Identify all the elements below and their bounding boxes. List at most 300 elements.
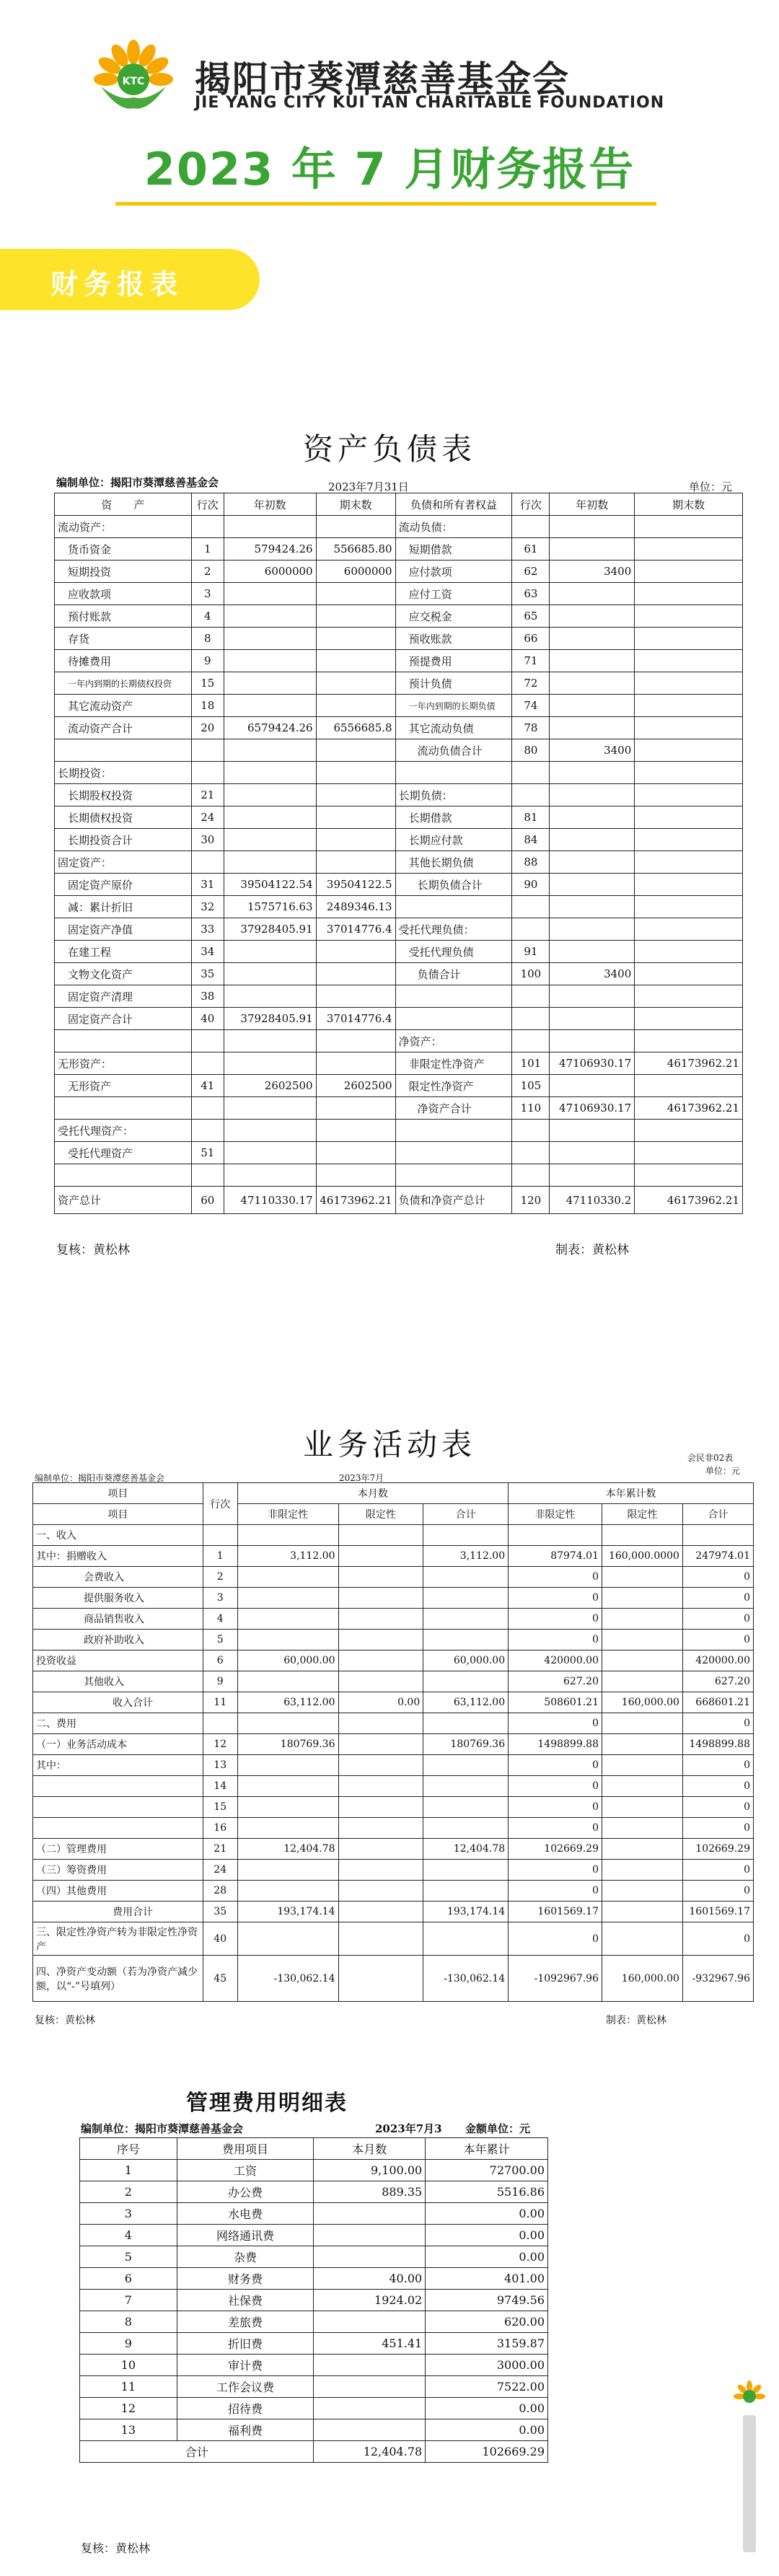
table-cell bbox=[395, 1008, 512, 1030]
table-cell bbox=[224, 963, 316, 985]
table-cell bbox=[550, 896, 635, 918]
table-cell bbox=[635, 1030, 743, 1052]
table-cell bbox=[512, 1164, 550, 1187]
table-row bbox=[55, 762, 743, 784]
table-cell bbox=[550, 806, 635, 829]
table-cell bbox=[55, 739, 192, 762]
table-cell bbox=[191, 762, 224, 784]
table-cell: 网络通讯费 bbox=[177, 2225, 314, 2246]
table-cell bbox=[224, 650, 316, 672]
activity-h-unres-y: 非限定性 bbox=[509, 1504, 602, 1525]
table-row bbox=[55, 1008, 743, 1030]
table-cell: 7 bbox=[80, 2290, 177, 2311]
table-cell: 长期投资： bbox=[55, 762, 192, 784]
table-row bbox=[33, 1956, 754, 2002]
table-cell: 160,000.00 bbox=[602, 1956, 683, 2002]
table-cell: 9 bbox=[191, 650, 224, 672]
table-row bbox=[80, 2419, 548, 2441]
table-cell: 8 bbox=[80, 2311, 177, 2333]
table-cell: 63 bbox=[512, 583, 550, 605]
table-cell: 预收账款 bbox=[395, 628, 512, 650]
table-cell bbox=[237, 1713, 338, 1734]
table-cell: 社保费 bbox=[177, 2290, 314, 2311]
table-cell: 2 bbox=[203, 1567, 237, 1588]
table-cell bbox=[314, 2225, 426, 2246]
table-cell bbox=[550, 1030, 635, 1052]
table-cell bbox=[224, 1030, 316, 1052]
table-cell bbox=[423, 1881, 509, 1902]
table-cell: 1 bbox=[203, 1546, 237, 1567]
table-cell: 84 bbox=[512, 829, 550, 851]
table-cell bbox=[512, 516, 550, 538]
table-cell: 0 bbox=[682, 1609, 753, 1630]
table-cell bbox=[635, 695, 743, 717]
table-cell bbox=[316, 829, 395, 851]
table-row bbox=[80, 2160, 548, 2181]
table-cell bbox=[314, 2419, 426, 2441]
table-cell bbox=[423, 1567, 509, 1588]
table-cell: 0 bbox=[682, 1776, 753, 1797]
table-cell bbox=[602, 1797, 683, 1818]
table-cell bbox=[237, 1609, 338, 1630]
table-cell: 24 bbox=[203, 1860, 237, 1881]
mgmt-reviewer: 复核：黄松林 bbox=[81, 2541, 151, 2555]
table-cell bbox=[338, 1776, 423, 1797]
table-cell: 应收款项 bbox=[55, 583, 192, 605]
table-row bbox=[33, 1609, 754, 1630]
table-cell: 63,112.00 bbox=[237, 1692, 338, 1713]
table-cell bbox=[550, 941, 635, 963]
table-cell: 0 bbox=[509, 1881, 602, 1902]
activity-title: 业务活动表 bbox=[302, 1427, 476, 1462]
table-cell: 一年内到期的长期负债 bbox=[395, 695, 512, 717]
table-cell: -130,062.14 bbox=[423, 1956, 509, 2002]
table-cell bbox=[423, 1922, 509, 1956]
table-cell: 0.00 bbox=[338, 1692, 423, 1713]
mgmt-header: 本年累计 bbox=[426, 2138, 548, 2160]
table-row bbox=[55, 1142, 743, 1164]
table-cell bbox=[237, 1525, 338, 1546]
table-row bbox=[80, 2333, 548, 2355]
table-cell: 非限定性净资产 bbox=[395, 1052, 512, 1075]
table-cell: 39504122.54 bbox=[224, 874, 316, 896]
table-cell: 短期借款 bbox=[395, 538, 512, 561]
table-cell: 33 bbox=[191, 918, 224, 941]
table-cell: 180769.36 bbox=[423, 1734, 509, 1755]
table-row bbox=[33, 1546, 754, 1567]
table-cell: 应付工资 bbox=[395, 583, 512, 605]
table-cell bbox=[550, 1008, 635, 1030]
table-row bbox=[33, 1650, 754, 1671]
activity-unit: 单位：元 bbox=[705, 1466, 741, 1476]
table-cell: 889.35 bbox=[314, 2181, 426, 2203]
table-cell bbox=[635, 1142, 743, 1164]
table-cell: 其中：捐赠收入 bbox=[33, 1546, 203, 1567]
table-row bbox=[33, 1525, 754, 1546]
table-cell: 1601569.17 bbox=[509, 1902, 602, 1922]
table-cell: 一、收入 bbox=[33, 1525, 203, 1546]
table-cell: 51 bbox=[191, 1142, 224, 1164]
table-cell bbox=[602, 1567, 683, 1588]
table-cell bbox=[338, 1839, 423, 1860]
table-cell: 668601.21 bbox=[682, 1692, 753, 1713]
table-cell: 0 bbox=[509, 1567, 602, 1588]
balance-sheet-header: 行次 bbox=[512, 493, 550, 516]
table-cell: 47106930.17 bbox=[550, 1052, 635, 1075]
table-cell: 102669.29 bbox=[509, 1839, 602, 1860]
activity-h-unres: 非限定性 bbox=[237, 1504, 338, 1525]
table-row bbox=[55, 874, 743, 896]
table-cell bbox=[550, 1075, 635, 1097]
table-cell bbox=[512, 1008, 550, 1030]
table-cell bbox=[509, 1525, 602, 1546]
table-cell: 180769.36 bbox=[237, 1734, 338, 1755]
table-cell: 6 bbox=[80, 2268, 177, 2290]
table-cell: 18 bbox=[191, 695, 224, 717]
table-cell bbox=[316, 1052, 395, 1075]
table-cell bbox=[550, 717, 635, 739]
table-cell: 120 bbox=[512, 1187, 550, 1214]
table-cell bbox=[314, 2398, 426, 2419]
table-cell: 负债合计 bbox=[395, 963, 512, 985]
table-cell: 556685.80 bbox=[316, 538, 395, 561]
table-cell: 受托代理资产： bbox=[55, 1120, 192, 1142]
table-cell bbox=[338, 1609, 423, 1630]
table-cell bbox=[316, 985, 395, 1008]
table-cell: 1924.02 bbox=[314, 2290, 426, 2311]
table-cell: 流动资产： bbox=[55, 516, 192, 538]
table-cell: 3,112.00 bbox=[423, 1546, 509, 1567]
table-cell bbox=[423, 1818, 509, 1839]
table-cell bbox=[191, 1120, 224, 1142]
table-cell: 12,404.78 bbox=[237, 1839, 338, 1860]
table-cell bbox=[237, 1567, 338, 1588]
table-row bbox=[33, 1630, 754, 1650]
table-cell bbox=[635, 672, 743, 695]
table-row bbox=[55, 784, 743, 806]
activity-form-code: 会民非02表 bbox=[687, 1453, 734, 1463]
table-row bbox=[55, 1187, 743, 1214]
balance-sheet-header: 期末数 bbox=[635, 493, 743, 516]
table-cell bbox=[316, 1142, 395, 1164]
table-row bbox=[55, 985, 743, 1008]
table-row bbox=[55, 538, 743, 561]
table-cell bbox=[602, 1671, 683, 1692]
table-cell: 受托代理负债： bbox=[395, 918, 512, 941]
table-cell: 88 bbox=[512, 851, 550, 874]
table-cell bbox=[338, 1734, 423, 1755]
table-cell: 12 bbox=[80, 2398, 177, 2419]
table-cell: 6 bbox=[203, 1650, 237, 1671]
table-cell bbox=[316, 762, 395, 784]
table-cell: 72700.00 bbox=[426, 2160, 548, 2181]
table-cell bbox=[224, 1097, 316, 1120]
mgmt-title: 管理费用明细表 bbox=[186, 2091, 348, 2116]
table-cell bbox=[512, 918, 550, 941]
table-row bbox=[55, 1052, 743, 1075]
table-cell: 62 bbox=[512, 561, 550, 583]
table-cell bbox=[512, 985, 550, 1008]
table-cell: 8 bbox=[191, 628, 224, 650]
table-cell: 流动资产合计 bbox=[55, 717, 192, 739]
table-cell: 其它流动负债 bbox=[395, 717, 512, 739]
table-cell: 0 bbox=[509, 1776, 602, 1797]
table-cell bbox=[55, 1097, 192, 1120]
table-cell bbox=[237, 1630, 338, 1650]
table-cell bbox=[316, 1030, 395, 1052]
table-cell: 110 bbox=[512, 1097, 550, 1120]
table-cell: 11 bbox=[80, 2376, 177, 2398]
table-cell: 3 bbox=[191, 583, 224, 605]
table-cell bbox=[316, 941, 395, 963]
table-cell: 0 bbox=[682, 1713, 753, 1734]
table-cell bbox=[224, 985, 316, 1008]
table-cell: 存货 bbox=[55, 628, 192, 650]
table-cell: 420000.00 bbox=[682, 1650, 753, 1671]
table-cell: 28 bbox=[203, 1881, 237, 1902]
table-cell bbox=[550, 538, 635, 561]
table-cell: 101 bbox=[512, 1052, 550, 1075]
table-cell bbox=[550, 1164, 635, 1187]
table-cell bbox=[316, 1120, 395, 1142]
table-cell: 11 bbox=[203, 1692, 237, 1713]
table-cell: 47110330.2 bbox=[550, 1187, 635, 1214]
table-cell bbox=[338, 1902, 423, 1922]
table-cell bbox=[314, 2355, 426, 2376]
table-cell bbox=[602, 1713, 683, 1734]
table-cell bbox=[191, 739, 224, 762]
table-cell: 74 bbox=[512, 695, 550, 717]
table-cell bbox=[423, 1860, 509, 1881]
mgmt-total-year: 102669.29 bbox=[426, 2441, 548, 2463]
table-cell: 71 bbox=[512, 650, 550, 672]
table-cell: 579424.26 bbox=[224, 538, 316, 561]
table-cell: 固定资产净值 bbox=[55, 918, 192, 941]
table-cell bbox=[635, 538, 743, 561]
table-cell bbox=[33, 1776, 203, 1797]
table-cell bbox=[423, 1609, 509, 1630]
table-cell: 37014776.4 bbox=[316, 918, 395, 941]
table-cell bbox=[224, 784, 316, 806]
table-cell bbox=[512, 896, 550, 918]
table-cell: 文物文化资产 bbox=[55, 963, 192, 985]
table-cell: 0 bbox=[509, 1588, 602, 1609]
table-cell bbox=[423, 1797, 509, 1818]
table-cell: 60,000.00 bbox=[237, 1650, 338, 1671]
table-row bbox=[80, 2376, 548, 2398]
table-cell bbox=[423, 1671, 509, 1692]
table-cell: 0.00 bbox=[426, 2398, 548, 2419]
table-row bbox=[33, 1776, 754, 1797]
table-cell: 四、净资产变动额（若为净资产减少额，以“-”号填列） bbox=[33, 1956, 203, 2002]
table-cell: 净资产合计 bbox=[395, 1097, 512, 1120]
table-row bbox=[55, 628, 743, 650]
mgmt-date: 2023年7月3 bbox=[375, 2122, 442, 2135]
table-cell: 4 bbox=[191, 605, 224, 628]
report-header bbox=[0, 0, 779, 224]
table-cell: 无形资产 bbox=[55, 1075, 192, 1097]
table-cell: 10 bbox=[80, 2355, 177, 2376]
table-cell bbox=[635, 516, 743, 538]
table-cell: 35 bbox=[191, 963, 224, 985]
table-cell: 费用合计 bbox=[33, 1902, 203, 1922]
table-cell: 508601.21 bbox=[509, 1692, 602, 1713]
table-cell bbox=[550, 695, 635, 717]
table-cell: 0 bbox=[509, 1922, 602, 1956]
table-cell bbox=[395, 762, 512, 784]
table-cell: 固定资产清理 bbox=[55, 985, 192, 1008]
table-cell: 减：累计折旧 bbox=[55, 896, 192, 918]
balance-sheet-preparer: 制表：黄松林 bbox=[555, 1243, 629, 1257]
balance-sheet-title: 资产负债表 bbox=[302, 431, 476, 467]
table-cell: 0 bbox=[509, 1630, 602, 1650]
section-tab-label: 财务报表 bbox=[50, 268, 184, 300]
table-cell: 3400 bbox=[550, 963, 635, 985]
table-cell: 3 bbox=[203, 1588, 237, 1609]
table-cell: 3400 bbox=[550, 561, 635, 583]
table-cell: 长期负债合计 bbox=[395, 874, 512, 896]
org-name-cn: 揭阳市葵潭慈善基金会 bbox=[195, 58, 570, 100]
table-row bbox=[33, 1713, 754, 1734]
org-name-en: JIE YANG CITY KUI TAN CHARITABLE FOUNDATION bbox=[195, 94, 665, 112]
mgmt-total-month: 12,404.78 bbox=[314, 2441, 426, 2463]
table-cell bbox=[224, 1142, 316, 1164]
table-cell bbox=[314, 2203, 426, 2225]
table-cell: （二）管理费用 bbox=[33, 1839, 203, 1860]
table-cell: 100 bbox=[512, 963, 550, 985]
activity-h-item: 项目 bbox=[33, 1483, 203, 1504]
table-cell: 3000.00 bbox=[426, 2355, 548, 2376]
table-cell: 13 bbox=[80, 2419, 177, 2441]
table-cell: 0 bbox=[682, 1588, 753, 1609]
table-cell bbox=[635, 784, 743, 806]
table-cell: 政府补助收入 bbox=[33, 1630, 203, 1650]
balance-sheet-date: 2023年7月31日 bbox=[328, 480, 409, 493]
table-cell: 工作会议费 bbox=[177, 2376, 314, 2398]
table-cell bbox=[550, 784, 635, 806]
table-cell bbox=[682, 1525, 753, 1546]
table-cell: 13 bbox=[203, 1755, 237, 1776]
activity-preparer: 制表：黄松林 bbox=[606, 2015, 666, 2026]
table-cell bbox=[224, 739, 316, 762]
balance-sheet-header: 年初数 bbox=[550, 493, 635, 516]
table-row bbox=[55, 650, 743, 672]
table-cell: 审计费 bbox=[177, 2355, 314, 2376]
table-cell bbox=[635, 583, 743, 605]
table-cell: 折旧费 bbox=[177, 2333, 314, 2355]
table-cell: 二、费用 bbox=[33, 1713, 203, 1734]
table-cell: 一年内到期的长期债权投资 bbox=[55, 672, 192, 695]
table-cell: （四）其他费用 bbox=[33, 1881, 203, 1902]
table-cell bbox=[423, 1713, 509, 1734]
table-cell bbox=[602, 1902, 683, 1922]
table-cell bbox=[224, 516, 316, 538]
table-row bbox=[33, 1839, 754, 1860]
table-cell bbox=[224, 829, 316, 851]
table-cell bbox=[550, 516, 635, 538]
table-cell: 其它流动资产 bbox=[55, 695, 192, 717]
table-cell: 38 bbox=[191, 985, 224, 1008]
table-cell: 0 bbox=[682, 1567, 753, 1588]
table-cell: 长期借款 bbox=[395, 806, 512, 829]
table-cell bbox=[550, 628, 635, 650]
balance-sheet-org: 编制单位：揭阳市葵潭慈善基金会 bbox=[56, 476, 219, 489]
table-cell bbox=[338, 1588, 423, 1609]
table-cell bbox=[203, 1713, 237, 1734]
table-cell: 流动负债合计 bbox=[395, 739, 512, 762]
table-cell: 0 bbox=[509, 1609, 602, 1630]
table-cell: 90 bbox=[512, 874, 550, 896]
table-cell: 247974.01 bbox=[682, 1546, 753, 1567]
table-cell: 1498899.88 bbox=[509, 1734, 602, 1755]
table-cell bbox=[635, 806, 743, 829]
activity-org: 编制单位：揭阳市葵潭慈善基金会 bbox=[35, 1473, 165, 1483]
table-cell: 商品销售收入 bbox=[33, 1609, 203, 1630]
table-cell: 37014776.4 bbox=[316, 1008, 395, 1030]
table-cell: 160,000.0000 bbox=[602, 1546, 683, 1567]
table-cell: 0 bbox=[509, 1713, 602, 1734]
table-row bbox=[80, 2268, 548, 2290]
table-cell: 货币资金 bbox=[55, 538, 192, 561]
table-row bbox=[55, 918, 743, 941]
table-cell: 2 bbox=[191, 561, 224, 583]
activity-h-year: 本年累计数 bbox=[509, 1483, 754, 1504]
table-cell bbox=[338, 1650, 423, 1671]
table-cell: 工资 bbox=[177, 2160, 314, 2181]
table-row bbox=[80, 2225, 548, 2246]
table-cell: 长期应付款 bbox=[395, 829, 512, 851]
table-cell bbox=[191, 851, 224, 874]
table-cell: 短期投资 bbox=[55, 561, 192, 583]
table-cell: 32 bbox=[191, 896, 224, 918]
table-cell bbox=[635, 628, 743, 650]
table-cell bbox=[33, 1797, 203, 1818]
table-cell: 0 bbox=[682, 1797, 753, 1818]
table-cell bbox=[550, 985, 635, 1008]
table-cell: 3 bbox=[80, 2203, 177, 2225]
table-cell: 627.20 bbox=[682, 1671, 753, 1692]
table-cell: 105 bbox=[512, 1075, 550, 1097]
table-cell: 35 bbox=[203, 1902, 237, 1922]
table-cell: 46173962.21 bbox=[635, 1187, 743, 1214]
table-cell bbox=[338, 1546, 423, 1567]
table-row bbox=[80, 2290, 548, 2311]
table-row bbox=[80, 2203, 548, 2225]
table-cell bbox=[224, 1120, 316, 1142]
activity-h-total: 合计 bbox=[423, 1504, 509, 1525]
table-cell: 长期投资合计 bbox=[55, 829, 192, 851]
table-cell: 0.00 bbox=[426, 2419, 548, 2441]
table-cell bbox=[635, 1008, 743, 1030]
table-cell bbox=[635, 1075, 743, 1097]
table-cell bbox=[550, 1120, 635, 1142]
table-cell bbox=[550, 583, 635, 605]
table-cell bbox=[602, 1839, 683, 1860]
table-cell: 长期债权投资 bbox=[55, 806, 192, 829]
table-cell bbox=[635, 918, 743, 941]
table-cell bbox=[224, 1164, 316, 1187]
table-cell bbox=[224, 605, 316, 628]
table-cell: 固定资产： bbox=[55, 851, 192, 874]
table-cell: 0 bbox=[682, 1755, 753, 1776]
table-cell bbox=[550, 874, 635, 896]
table-cell: 2 bbox=[80, 2181, 177, 2203]
table-cell: 0 bbox=[509, 1860, 602, 1881]
table-cell bbox=[338, 1755, 423, 1776]
table-cell bbox=[191, 1097, 224, 1120]
table-cell bbox=[338, 1956, 423, 2002]
table-cell bbox=[237, 1671, 338, 1692]
